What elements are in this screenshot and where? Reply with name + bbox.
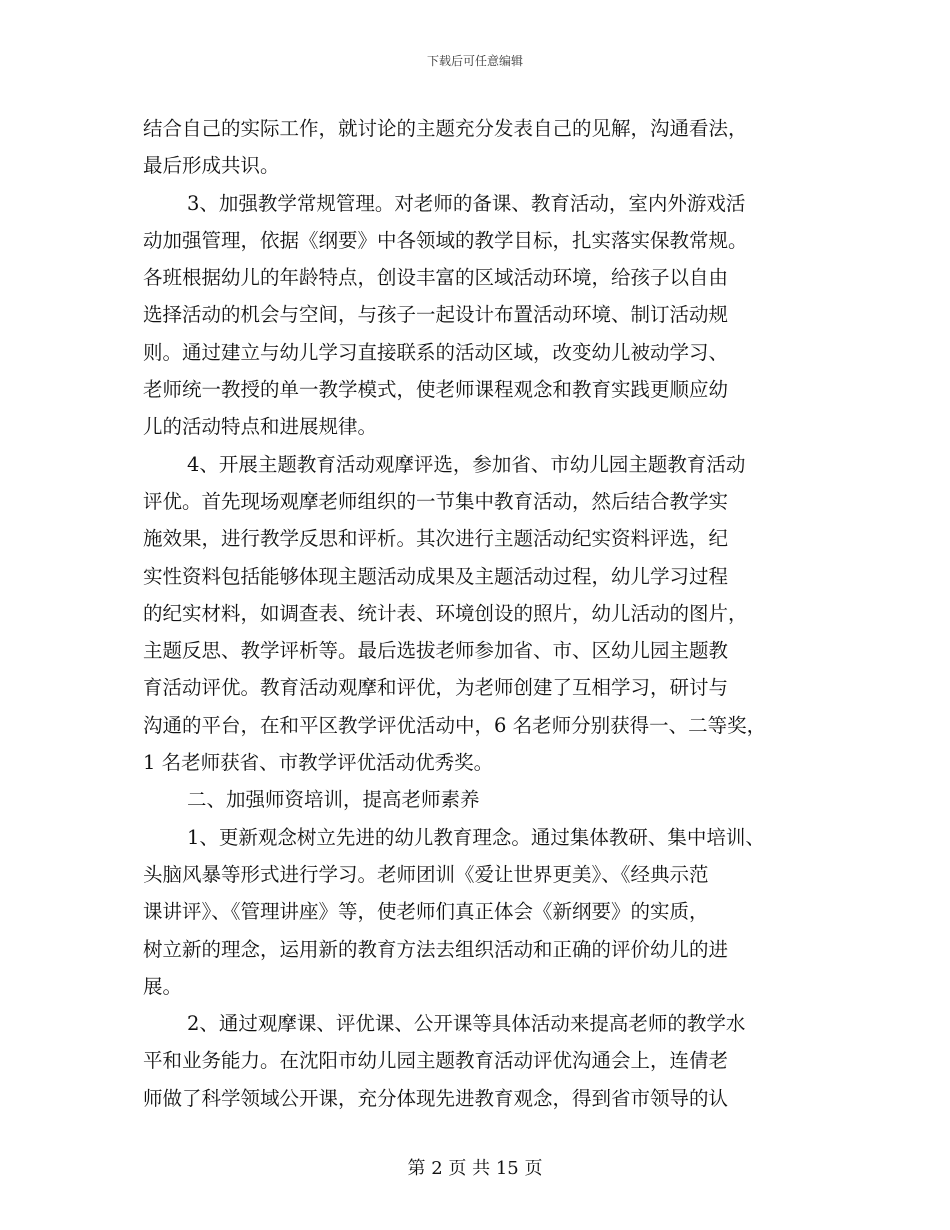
text-line: 1、更新观念树立先进的幼儿教育理念。通过集体教研、集中培训、 [187, 825, 765, 849]
text-line: 的纪实材料，如调查表、统计表、环境创设的照片，幼儿活动的图片， [143, 601, 748, 625]
text-line: 展。 [143, 974, 183, 998]
text-line: 主题反思、教学评析等。最后选拔老师参加省、市、区幼儿园主题教 [143, 639, 729, 663]
text-line: 树立新的理念，运用新的教育方法去组织活动和正确的评价幼儿的进 [143, 937, 729, 961]
page-header-note: 下载后可任意编辑 [426, 54, 523, 68]
text-line: 选择活动的机会与空间，与孩子一起设计布置活动环境、制订活动规 [143, 303, 729, 327]
text-line: 施效果，进行教学反思和评析。其次进行主题活动纪实资料评选，纪 [143, 527, 729, 551]
text-line: 4、开展主题教育活动观摩评选，参加省、市幼儿园主题教育活动 [187, 452, 746, 476]
text-line: 课讲评》、《管理讲座》等，使老师们真正体会《新纲要》的实质， [143, 900, 709, 924]
document-body [143, 110, 843, 1117]
text-line: 1 名老师获省、市教学评优活动优秀奖。 [143, 751, 494, 775]
text-line: 平和业务能力。在沈阳市幼儿园主题教育活动评优沟通会上，连倩老 [143, 1049, 729, 1073]
text-line: 则。通过建立与幼儿学习直接联系的活动区域，改变幼儿被动学习、 [143, 340, 729, 364]
text-line: 动加强管理，依据《纲要》中各领域的教学目标，扎实落实保教常规。 [143, 228, 748, 252]
text-line: 头脑风暴等形式进行学习。老师团训《爱让世界更美》、《经典示范 [143, 862, 709, 886]
text-line: 师做了科学领域公开课，充分体现先进教育观念，得到省市领导的认 [143, 1086, 729, 1110]
text-line: 3、加强教学常规管理。对老师的备课、教育活动，室内外游戏活 [187, 191, 746, 215]
text-line: 儿的活动特点和进展规律。 [143, 415, 378, 439]
text-line: 育活动评优。教育活动观摩和评优，为老师创建了互相学习，研讨与 [143, 676, 729, 700]
text-line: 二、加强师资培训，提高老师素养 [187, 788, 480, 812]
page-number-footer: 第 2 页 共 15 页 [407, 1158, 543, 1179]
text-line: 最后形成共识。 [143, 154, 280, 178]
text-line: 老师统一教授的单一教学模式，使老师课程观念和教育实践更顺应幼 [143, 378, 729, 402]
text-line: 2、通过观摩课、评优课、公开课等具体活动来提高老师的教学水 [187, 1012, 746, 1036]
text-line: 实性资料包括能够体现主题活动成果及主题活动过程，幼儿学习过程 [143, 564, 729, 588]
text-line: 各班根据幼儿的年龄特点，创设丰富的区域活动环境，给孩子以自由 [143, 266, 729, 290]
text-line: 结合自己的实际工作，就讨论的主题充分发表自己的见解，沟通看法， [143, 117, 748, 140]
text-line: 评优。首先现场观摩老师组织的一节集中教育活动，然后结合教学实 [143, 489, 729, 513]
text-line: 沟通的平台，在和平区教学评优活动中，6 名老师分别获得一、二等奖， [143, 713, 767, 737]
